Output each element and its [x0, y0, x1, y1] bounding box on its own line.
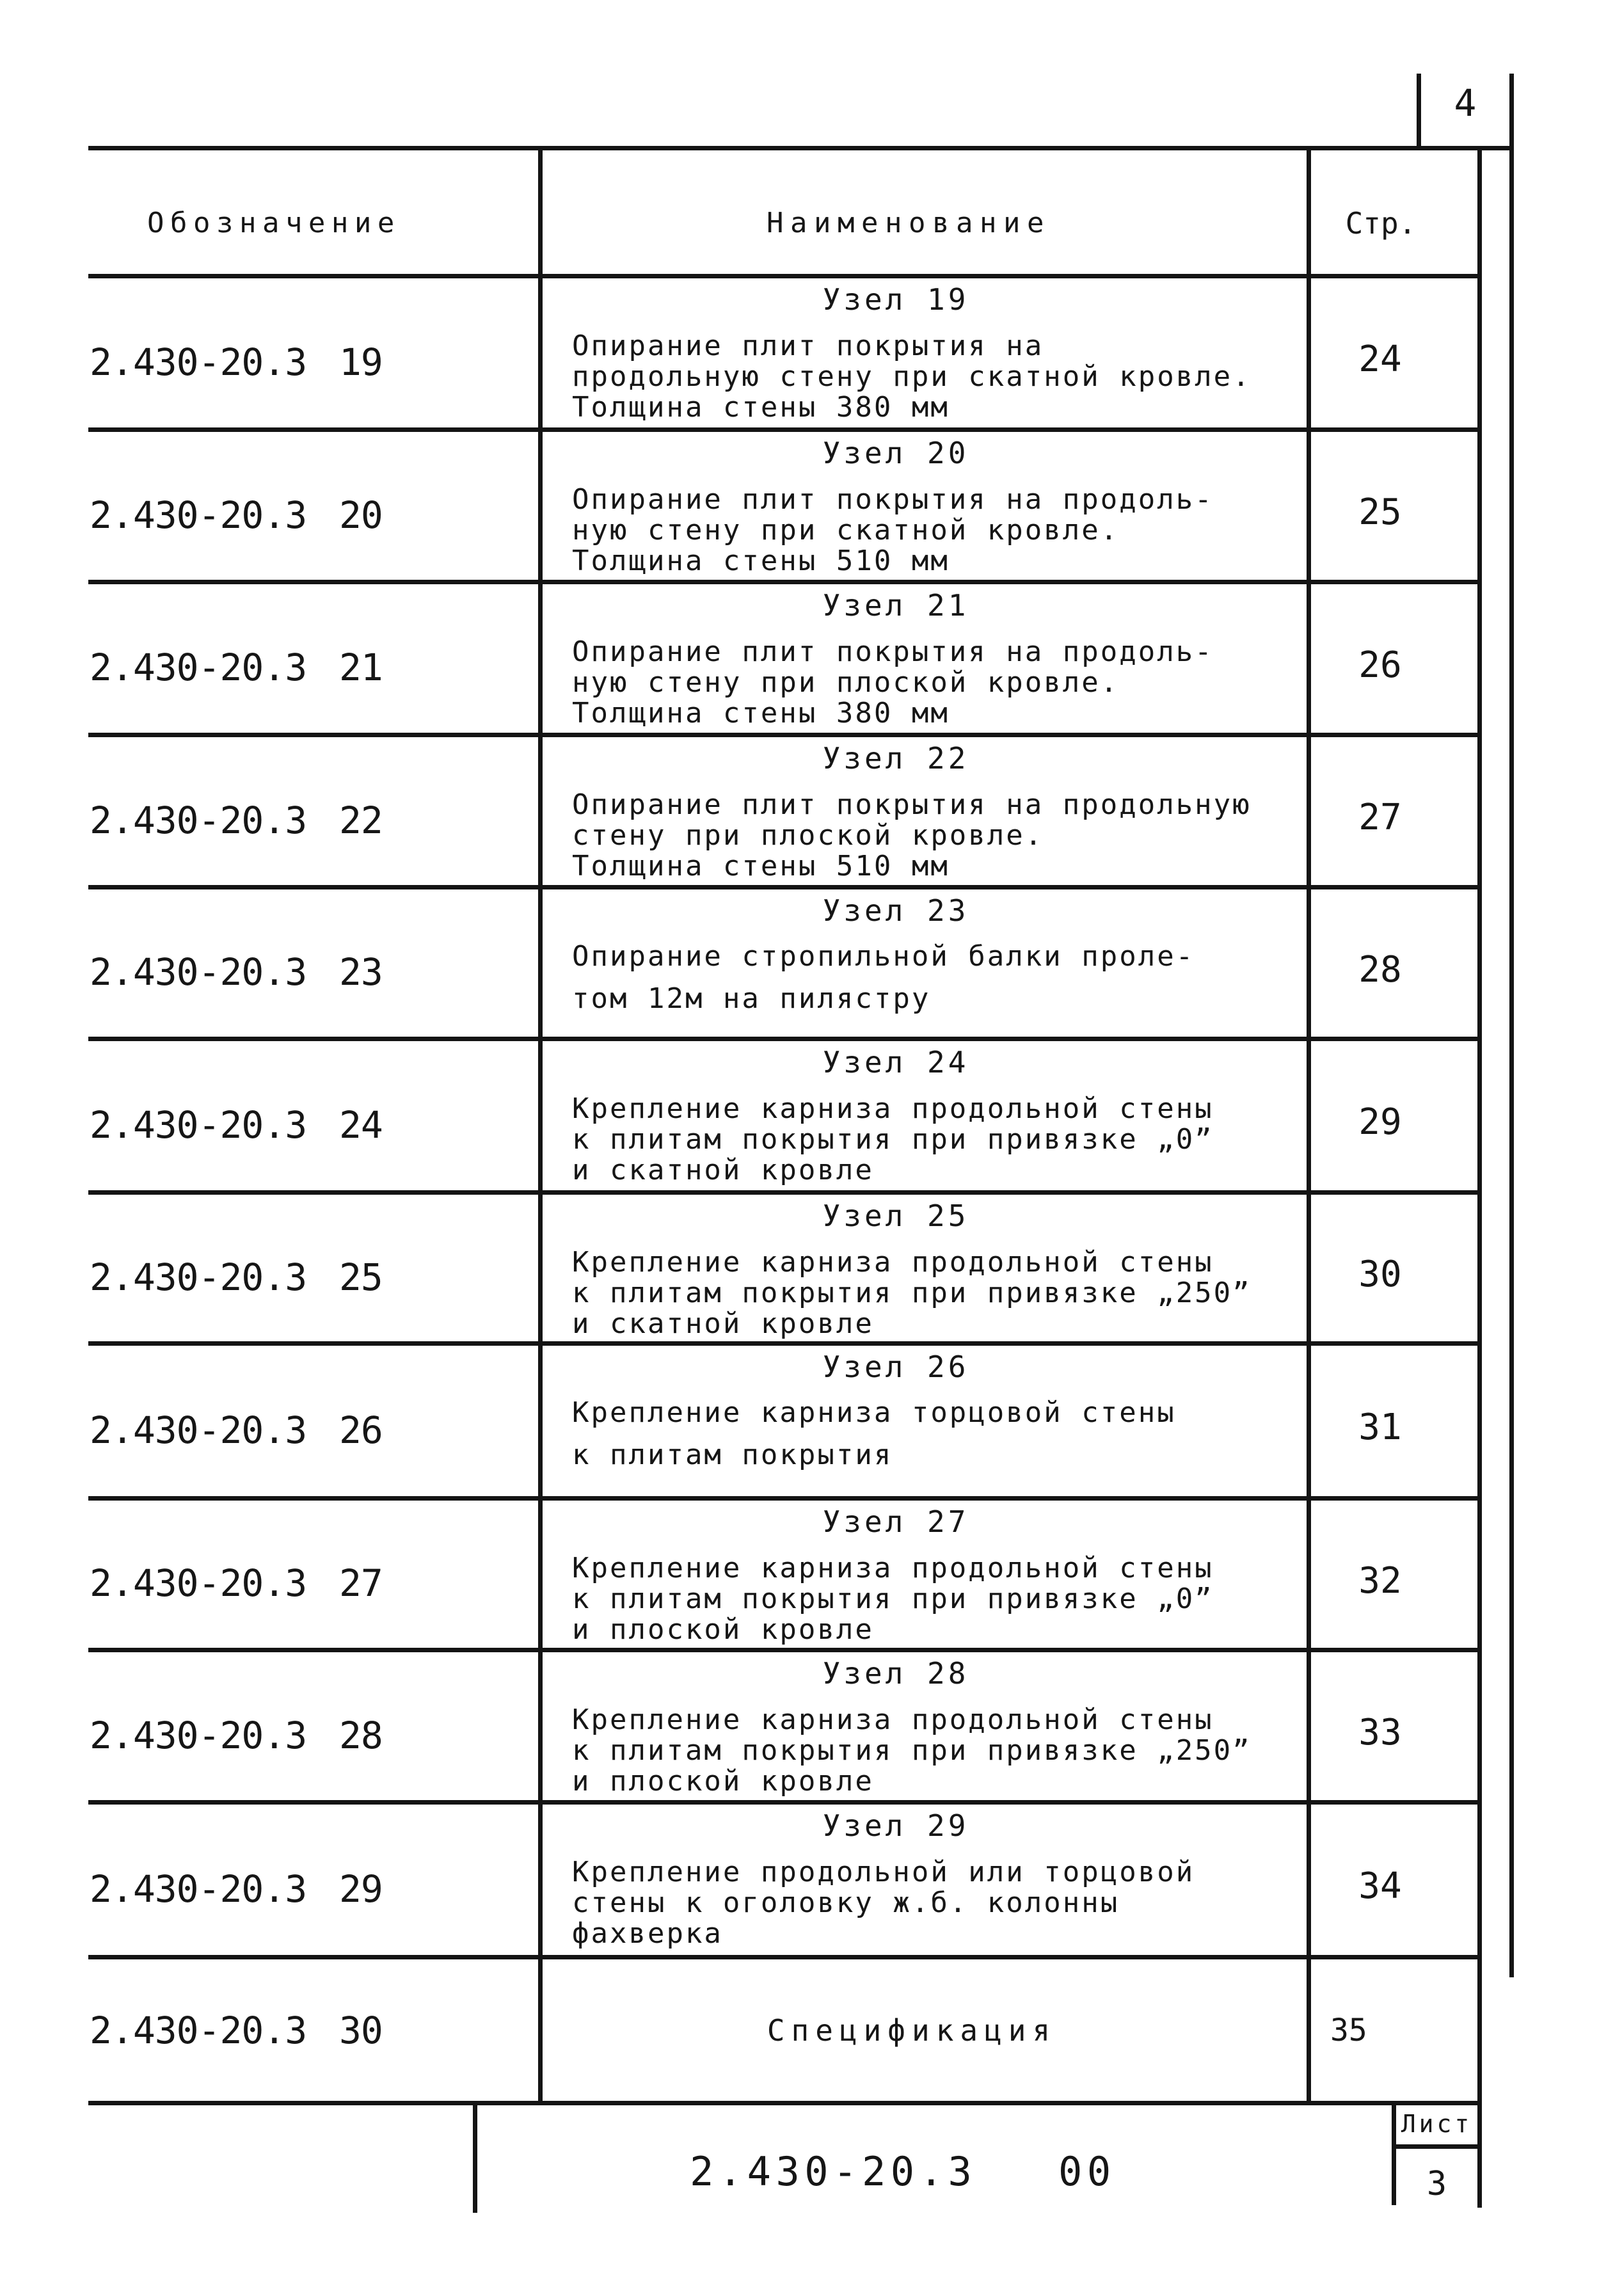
table-row — [0, 1195, 1622, 1341]
name-line: к плитам покрытия при привязке „250” — [572, 1277, 1252, 1309]
page-number: 32 — [1358, 1559, 1402, 1602]
name-text — [543, 331, 1307, 423]
page-cell — [1311, 432, 1477, 580]
name-text — [543, 1392, 1307, 1476]
name-line: к плитам покрытия при привязке „250” — [572, 1734, 1252, 1767]
table-header — [0, 150, 1622, 272]
name-cell — [543, 1041, 1307, 1190]
row-divider — [88, 1341, 1481, 1346]
designation-number: 20 — [339, 493, 383, 537]
name-line: Опирание плит покрытия на — [572, 330, 1044, 362]
node-title: Узел 20 — [822, 436, 969, 470]
designation-cell — [90, 1652, 537, 1800]
node-title: Узел 28 — [822, 1656, 969, 1691]
name-line: Опирание стропильной балки проле- — [572, 940, 1195, 973]
page-number: 4 — [1454, 81, 1477, 125]
designation-code: 2.430-20.3 — [90, 1408, 307, 1452]
designation-cell — [90, 584, 537, 733]
page-cell — [1311, 1805, 1477, 1955]
name-line: продольную стену при скатной кровле. — [572, 360, 1252, 393]
page-cell — [1311, 278, 1477, 427]
table-row — [0, 584, 1622, 733]
name-text — [543, 1247, 1307, 1339]
sheet-number: 3 — [1426, 2165, 1447, 2203]
name-header: Наименование — [767, 207, 1051, 239]
designation-number: 30 — [339, 2008, 383, 2052]
page-number: 28 — [1358, 948, 1402, 991]
designation-code: 2.430-20.3 — [90, 340, 307, 384]
designation-number: 19 — [339, 340, 383, 384]
designation-cell — [90, 1805, 537, 1955]
name-line: Опирание плит покрытия на продольную — [572, 788, 1252, 821]
designation-code: 2.430-20.3 — [90, 646, 307, 689]
name-text — [543, 484, 1307, 577]
name-cell — [543, 278, 1307, 427]
row-divider — [88, 1800, 1481, 1805]
table-row — [0, 1501, 1622, 1648]
page-number: 35 — [1330, 2012, 1367, 2048]
page-number: 27 — [1358, 797, 1402, 838]
designation-number: 23 — [339, 950, 383, 994]
name-cell — [543, 1805, 1307, 1955]
table-row — [0, 889, 1622, 1037]
name-line: Крепление карниза торцовой стены — [572, 1396, 1176, 1429]
name-line: ную стену при плоской кровле. — [572, 666, 1120, 699]
row-divider — [88, 427, 1481, 432]
name-line: и плоской кровле — [572, 1613, 874, 1646]
name-cell — [543, 889, 1307, 1037]
table-top-border — [88, 146, 1514, 150]
node-title: Узел 23 — [822, 893, 969, 928]
designation-cell — [90, 1195, 537, 1341]
designation-code: 2.430-20.3 — [90, 1255, 307, 1299]
node-title: Узел 26 — [822, 1350, 969, 1384]
page-number: 33 — [1358, 1712, 1402, 1753]
sheet-label: Лист — [1401, 2110, 1473, 2138]
table-bottom-border — [88, 2101, 1481, 2105]
page-number-box-left-border — [1417, 74, 1421, 148]
designation-cell — [90, 889, 537, 1037]
name-cell — [543, 1652, 1307, 1800]
name-line: Толщина стены 380 мм — [572, 697, 950, 729]
designation-code: 2.430-20.3 — [90, 1561, 307, 1605]
name-text — [543, 1857, 1307, 1949]
name-line: и скатной кровле — [572, 1307, 874, 1340]
node-title: Узел 29 — [822, 1808, 969, 1843]
name-cell — [543, 584, 1307, 733]
name-line: ную стену при скатной кровле. — [572, 514, 1120, 546]
designation-cell — [90, 1501, 537, 1648]
row-divider — [88, 885, 1481, 889]
page-number: 24 — [1358, 339, 1402, 380]
name-text — [543, 1705, 1307, 1797]
name-line: стену при плоской кровле. — [572, 819, 1044, 852]
designation-number: 21 — [339, 646, 383, 689]
name-line: к плитам покрытия — [572, 1439, 893, 1471]
name-line: Крепление карниза продольной стены — [572, 1703, 1214, 1736]
designation-cell — [90, 1346, 537, 1496]
page-cell — [1311, 1501, 1477, 1648]
page-number: 29 — [1358, 1101, 1402, 1143]
node-title: Узел 25 — [822, 1199, 969, 1233]
page-number: 26 — [1358, 644, 1402, 686]
designation-header: Обозначение — [147, 207, 401, 239]
designation-code: 2.430-20.3 — [90, 1103, 307, 1147]
name-cell — [543, 737, 1307, 885]
name-text — [543, 637, 1307, 729]
row-divider — [88, 1648, 1481, 1652]
name-line: фахверка — [572, 1917, 723, 1950]
name-cell — [543, 1195, 1307, 1341]
designation-code: 2.430-20.3 — [90, 798, 307, 842]
table-row — [0, 1346, 1622, 1496]
designation-code: 2.430-20.3 — [90, 493, 307, 537]
table-row — [0, 1041, 1622, 1190]
name-line: и плоской кровле — [572, 1765, 874, 1798]
name-line: Крепление карниза продольной стены — [572, 1092, 1214, 1125]
page-number: 25 — [1358, 491, 1402, 533]
row-divider — [88, 1496, 1481, 1501]
page-header: Стр. — [1345, 206, 1417, 241]
name-line: Крепление продольной или торцовой — [572, 1856, 1195, 1888]
page-cell — [1311, 584, 1477, 733]
name-line: к плитам покрытия при привязке „0” — [572, 1123, 1214, 1156]
name-line: Толщина стены 380 мм — [572, 391, 950, 424]
designation-number: 29 — [339, 1867, 383, 1911]
page-cell — [1311, 1652, 1477, 1800]
table-row — [0, 278, 1622, 427]
name-line: стены к оголовку ж.б. колонны — [572, 1886, 1120, 1919]
name-cell — [543, 1501, 1307, 1648]
name-line: Толщина стены 510 мм — [572, 545, 950, 577]
table-row — [0, 737, 1622, 885]
node-title: Узел 21 — [822, 588, 969, 623]
designation-cell — [90, 278, 537, 427]
designation-number: 25 — [339, 1255, 383, 1299]
designation-number: 22 — [339, 798, 383, 842]
page-cell — [1311, 1195, 1477, 1341]
name-text — [543, 936, 1307, 1020]
designation-cell — [90, 1959, 537, 2101]
row-divider — [88, 1190, 1481, 1195]
designation-code: 2.430-20.3 — [90, 1867, 307, 1911]
name-text — [543, 1553, 1307, 1645]
node-title: Узел 19 — [822, 282, 969, 317]
row-divider — [88, 1955, 1481, 1959]
name-line: том 12м на пилястру — [572, 982, 931, 1015]
node-title: Узел 22 — [822, 741, 969, 776]
page-number: 31 — [1358, 1407, 1402, 1448]
table-row — [0, 1805, 1622, 1955]
name-line: Толщина стены 510 мм — [572, 850, 950, 882]
table-row — [0, 432, 1622, 580]
designation-cell — [90, 737, 537, 885]
row-divider — [88, 733, 1481, 737]
specification-title: Спецификация — [767, 2013, 1057, 2048]
designation-number: 26 — [339, 1408, 383, 1452]
sheet-box-left-border — [1392, 2101, 1396, 2205]
page-cell — [1311, 889, 1477, 1037]
name-cell — [543, 432, 1307, 580]
designation-number: 24 — [339, 1103, 383, 1147]
name-text — [543, 790, 1307, 882]
name-line: и скатной кровле — [572, 1154, 874, 1186]
document-code: 2.430-20.3 — [690, 2148, 977, 2195]
name-line: Опирание плит покрытия на продоль- — [572, 635, 1214, 668]
name-cell — [543, 1959, 1307, 2101]
designation-code: 2.430-20.3 — [90, 1713, 307, 1757]
node-title: Узел 24 — [822, 1045, 969, 1080]
designation-number: 28 — [339, 1713, 383, 1757]
name-line: Крепление карниза продольной стены — [572, 1552, 1214, 1584]
stamp-divider — [473, 2101, 477, 2213]
row-divider — [88, 580, 1481, 584]
name-line: Опирание плит покрытия на продоль- — [572, 483, 1214, 516]
name-cell — [543, 1346, 1307, 1496]
designation-cell — [90, 432, 537, 580]
page-number: 34 — [1358, 1865, 1402, 1907]
page-cell — [1311, 1041, 1477, 1190]
page-cell — [1311, 737, 1477, 885]
name-text — [543, 1094, 1307, 1186]
page-cell — [1311, 1346, 1477, 1496]
designation-code: 2.430-20.3 — [90, 2008, 307, 2052]
name-line: к плитам покрытия при привязке „0” — [572, 1582, 1214, 1615]
designation-code: 2.430-20.3 — [90, 950, 307, 994]
designation-cell — [90, 1041, 537, 1190]
row-divider — [88, 1037, 1481, 1041]
name-line: Крепление карниза продольной стены — [572, 1246, 1214, 1279]
designation-number: 27 — [339, 1561, 383, 1605]
sheet-label-underline — [1394, 2144, 1481, 2149]
node-title: Узел 27 — [822, 1504, 969, 1539]
page-cell — [1311, 1959, 1477, 2101]
table-row — [0, 1959, 1622, 2101]
table-row — [0, 1652, 1622, 1800]
document-number: 00 — [1058, 2148, 1116, 2195]
page-number: 30 — [1358, 1254, 1402, 1295]
